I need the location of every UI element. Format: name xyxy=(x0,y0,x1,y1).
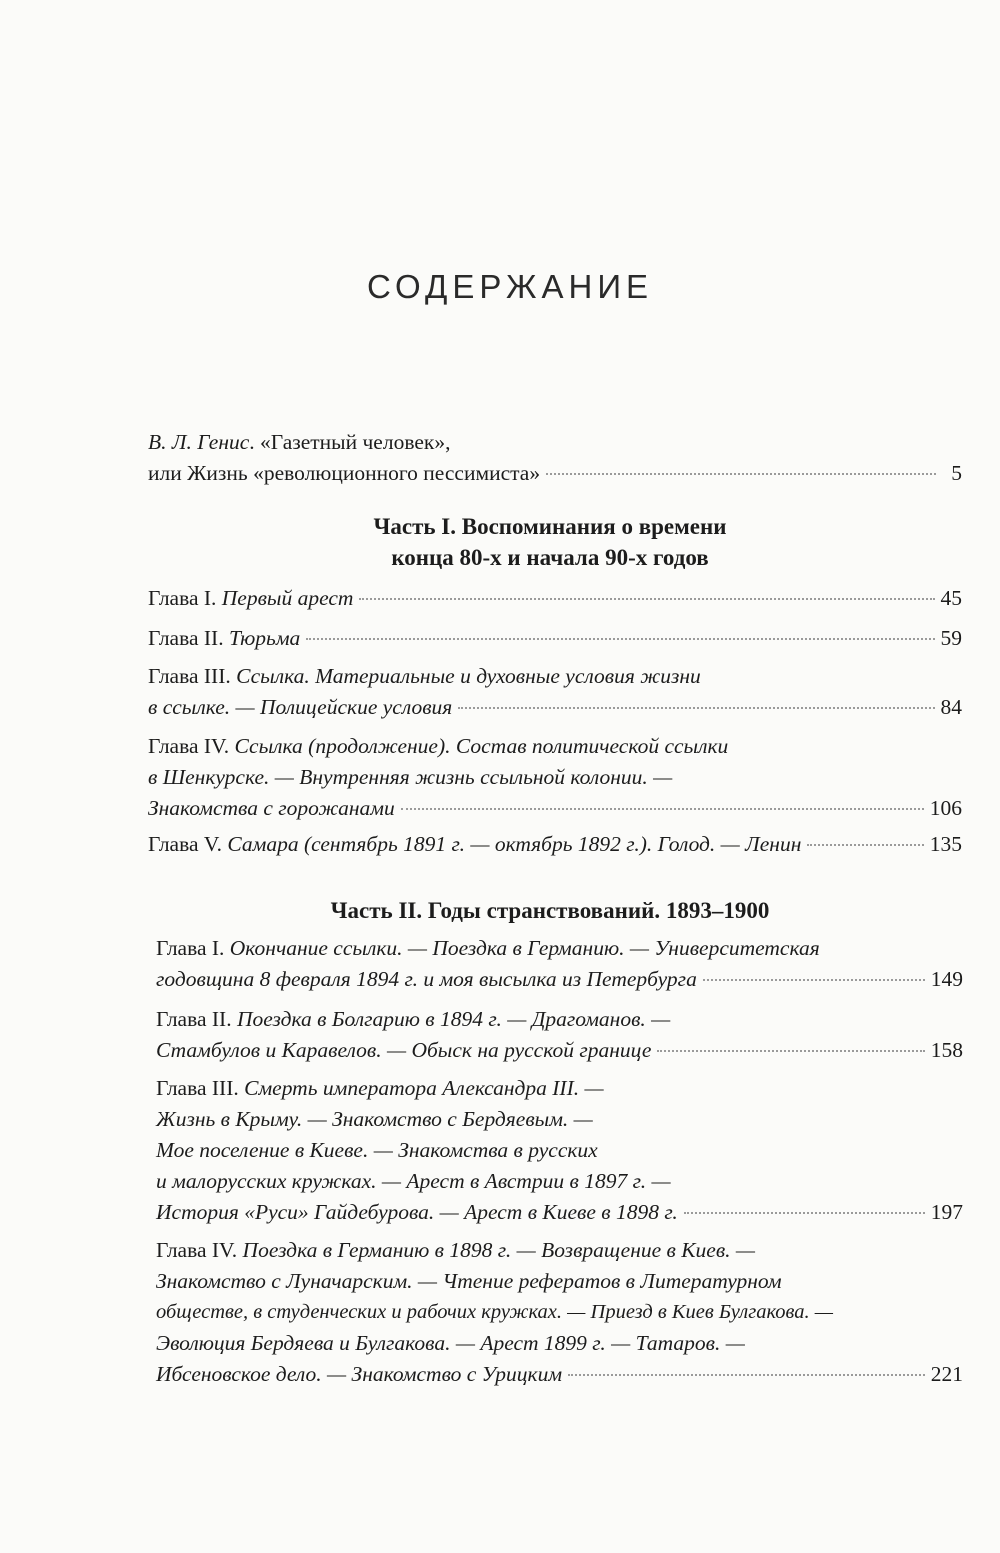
dot-leader xyxy=(306,638,934,640)
page-title: СОДЕРЖАНИЕ xyxy=(366,268,654,305)
page-number: 197 xyxy=(930,1200,963,1224)
page-number: 5 xyxy=(951,461,962,485)
chapter-label: Глава V. xyxy=(148,832,223,856)
dot-leader xyxy=(401,808,924,810)
page-number: 135 xyxy=(929,832,962,856)
chapter-title: Эволюция Бердяева и Булгакова. — Арест 1899 г. — Татаров. — xyxy=(156,1331,745,1355)
dot-leader xyxy=(807,844,923,846)
chapter-title: Первый арест xyxy=(221,586,354,610)
toc-entry-part1-ch2[interactable] xyxy=(148,623,962,654)
chapter-title: Мое поселение в Киеве. — Знакомства в русских xyxy=(156,1138,598,1162)
page-number: 158 xyxy=(930,1038,963,1062)
chapter-title: Ссылка. Материальные и духовные условия жизни xyxy=(236,664,701,688)
chapter-title: Стамбулов и Каравелов. — Обыск на русской границе xyxy=(156,1038,652,1062)
chapter-title: в ссылке. — Полицейские условия xyxy=(148,695,453,719)
chapter-title: История «Руси» Гайдебурова. — Арест в Киеве в 1898 г. xyxy=(156,1200,678,1224)
intro-title-line1: . «Газетный человек», xyxy=(249,430,451,454)
part-heading-2: Часть II. Годы странствований. 1893–1900 xyxy=(330,898,770,923)
chapter-title: Самара (сентябрь 1891 г. — октябрь 1892 г.). Голод. — Ленин xyxy=(227,832,802,856)
chapter-label: Глава I. xyxy=(148,586,217,610)
dot-leader xyxy=(546,473,936,475)
part-heading-1: Часть I. Воспоминания о времени конца 80-х и начала 90-х годов xyxy=(373,514,727,570)
chapter-label: Глава II. xyxy=(148,626,224,650)
dot-leader xyxy=(657,1050,924,1052)
chapter-title: Поездка в Германию в 1898 г. — Возвращение в Киев. — xyxy=(242,1238,756,1262)
chapter-title: Смерть императора Александра III. — xyxy=(244,1076,604,1100)
dot-leader xyxy=(568,1374,925,1376)
toc-entry-part2-ch4[interactable] xyxy=(156,1235,963,1390)
page-number: 149 xyxy=(930,967,963,991)
chapter-title: Поездка в Болгарию в 1894 г. — Драгоманов. — xyxy=(236,1007,671,1031)
page-number: 59 xyxy=(940,626,962,650)
intro-author: В. Л. Генис xyxy=(148,430,250,454)
dot-leader xyxy=(703,979,925,981)
page-number: 45 xyxy=(940,586,962,610)
dot-leader xyxy=(458,707,934,709)
chapter-title: Ссылка (продолжение). Состав политической ссылки xyxy=(234,734,729,758)
toc-entry-intro[interactable] xyxy=(148,427,962,489)
chapter-title: в Шенкурске. — Внутренняя жизнь ссыльной колонии. — xyxy=(148,765,673,789)
chapter-label: Глава III. xyxy=(148,664,231,688)
chapter-title: Знакомство с Луначарским. — Чтение рефератов в Литературном xyxy=(156,1269,782,1293)
dot-leader xyxy=(359,598,934,600)
toc-entry-part1-ch3[interactable] xyxy=(148,661,962,723)
chapter-label: Глава I. xyxy=(156,936,225,960)
page-number: 106 xyxy=(929,796,962,820)
chapter-title: и малорусских кружках. — Арест в Австрии в 1897 г. — xyxy=(156,1169,671,1193)
chapter-title: Знакомства с горожанами xyxy=(148,796,395,820)
toc-entry-part1-ch4[interactable] xyxy=(148,731,962,824)
toc-entry-part2-ch3[interactable] xyxy=(156,1073,963,1228)
chapter-title: Ибсеновское дело. — Знакомство с Урицким xyxy=(156,1362,563,1386)
chapter-label: Глава III. xyxy=(156,1076,239,1100)
chapter-title: Жизнь в Крыму. — Знакомство с Бердяевым. — xyxy=(156,1107,593,1131)
page-number: 221 xyxy=(930,1362,963,1386)
toc-entry-part2-ch1[interactable] xyxy=(156,933,963,995)
page-number: 84 xyxy=(940,695,962,719)
dot-leader xyxy=(684,1212,925,1214)
chapter-label: Глава II. xyxy=(156,1007,232,1031)
toc-entry-part2-ch2[interactable] xyxy=(156,1004,963,1066)
chapter-label: Глава IV. xyxy=(148,734,230,758)
chapter-label: Глава IV. xyxy=(156,1238,238,1262)
toc-entry-part1-ch5[interactable] xyxy=(148,829,962,860)
chapter-title: годовщина 8 февраля 1894 г. и моя высылка из Петербурга xyxy=(156,967,697,991)
chapter-title: Окончание ссылки. — Поездка в Германию. — Университетская xyxy=(229,936,820,960)
chapter-title: обществе, в студенческих и рабочих кружках. — Приезд в Киев Булгакова. — xyxy=(156,1301,834,1323)
intro-title-line2: или Жизнь «революционного пессимиста» xyxy=(148,461,541,485)
chapter-title: Тюрьма xyxy=(228,626,301,650)
toc-entry-part1-ch1[interactable] xyxy=(148,583,962,614)
